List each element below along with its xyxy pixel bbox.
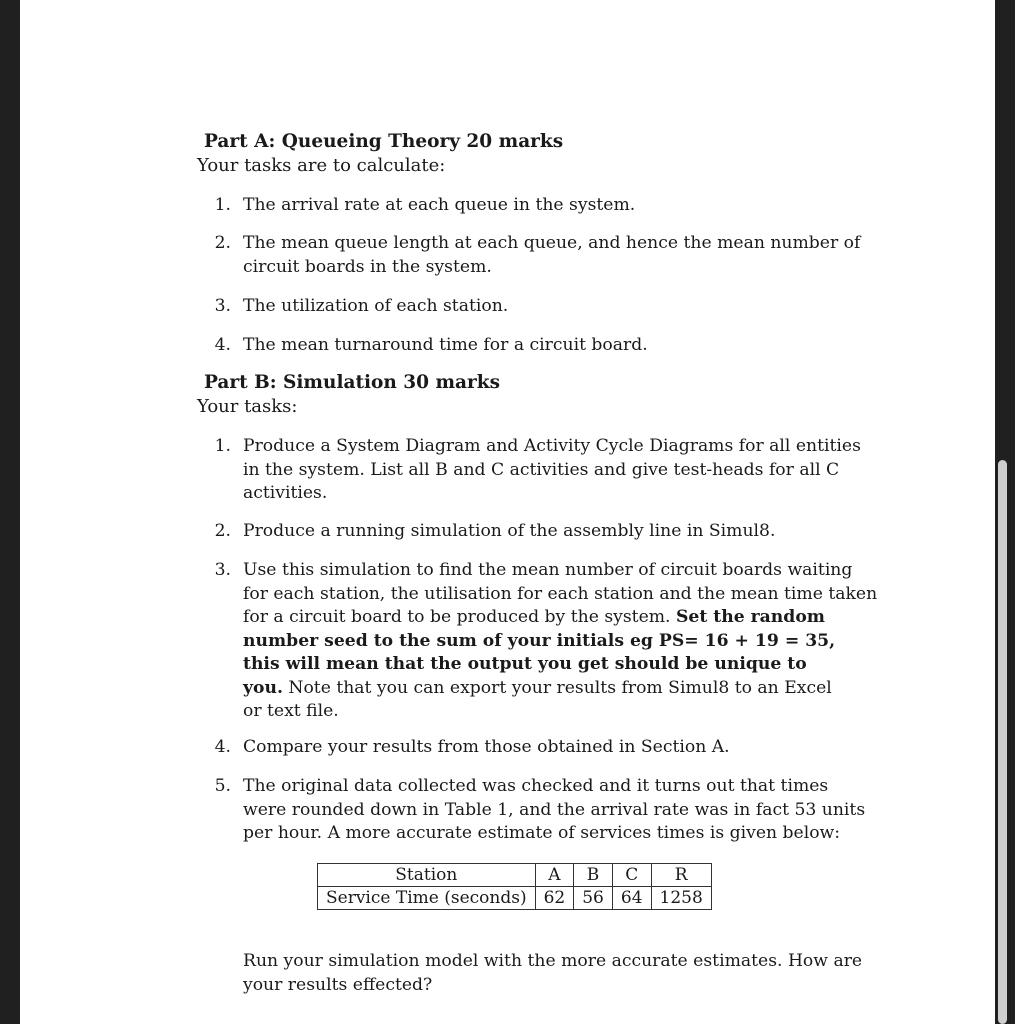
list-number: 2. [214,521,231,541]
paragraph-text: Run your simulation model with the more accurate estimates. How are [243,951,863,971]
list-number: 5. [214,776,231,796]
scrollbar-thumb[interactable] [998,460,1007,1024]
list-number: 1. [214,195,231,215]
text-bold: Set the random [675,607,825,627]
table-cell: 56 [574,887,613,910]
list-text: Produce a running simulation of the assembly line in Simul8. [243,521,776,541]
list-number: 3. [214,296,231,316]
part-b-heading: Part B: Simulation 30 marks [204,372,500,393]
table-cell: C [612,864,651,887]
list-text: Compare your results from those obtained in Section A. [243,737,730,757]
list-text: activities. [243,483,328,503]
table-cell: R [651,864,711,887]
list-text: The mean queue length at each queue, and hence the mean number of [243,233,861,253]
text-normal: for a circuit board to be produced by the system. [243,607,671,627]
list-text: The mean turnaround time for a circuit board. [243,335,648,355]
list-text: per hour. A more accurate estimate of services times is given below: [243,823,841,843]
paragraph-text: your results effected? [243,974,433,995]
part-b-intro: Your tasks: [197,396,298,417]
table-cell: A [535,864,574,887]
list-text: circuit boards in the system. [243,256,492,277]
table-cell: 1258 [651,887,711,910]
list-text: in the system. List all B and C activities and give test-heads for all C [243,459,840,480]
table-row [318,887,712,910]
list-text: Produce a System Diagram and Activity Cycle Diagrams for all entities [243,436,861,456]
list-text: The original data collected was checked and it turns out that times [243,776,829,796]
list-text: Use this simulation to find the mean number of circuit boards waiting [243,560,853,580]
list-text: The arrival rate at each queue in the system. [243,195,636,215]
text-normal: Note that you can export your results from Simul8 to an Excel [288,677,832,698]
table-header-row [318,864,712,887]
list-text: were rounded down in Table 1, and the arrival rate was in fact 53 units [243,799,866,820]
table-cell: 64 [612,887,651,910]
list-text: or text file. [243,701,339,721]
part-a-intro: Your tasks are to calculate: [197,155,446,176]
table-cell: Station [318,864,536,887]
table-cell: 62 [535,887,574,910]
table-cell: B [574,864,613,887]
list-text: for each station, the utilisation for each station and the mean time taken [243,583,878,604]
list-number: 4. [214,737,231,757]
list-text-bold: this will mean that the output you get should be unique to [243,654,807,674]
list-number: 4. [214,335,231,355]
table-cell: Service Time (seconds) [318,887,536,910]
list-text-mixed [243,677,832,701]
text-bold: you. [243,677,283,698]
part-a-heading: Part A: Queueing Theory 20 marks [204,131,564,152]
list-number: 3. [214,560,231,580]
list-text-mixed [243,606,825,630]
list-text: The utilization of each station. [243,296,509,316]
list-text-bold: number seed to the sum of your initials eg PS= 16 + 19 = 35, [243,630,836,651]
service-time-table [317,863,712,910]
list-number: 2. [214,233,231,253]
list-number: 1. [214,436,231,456]
